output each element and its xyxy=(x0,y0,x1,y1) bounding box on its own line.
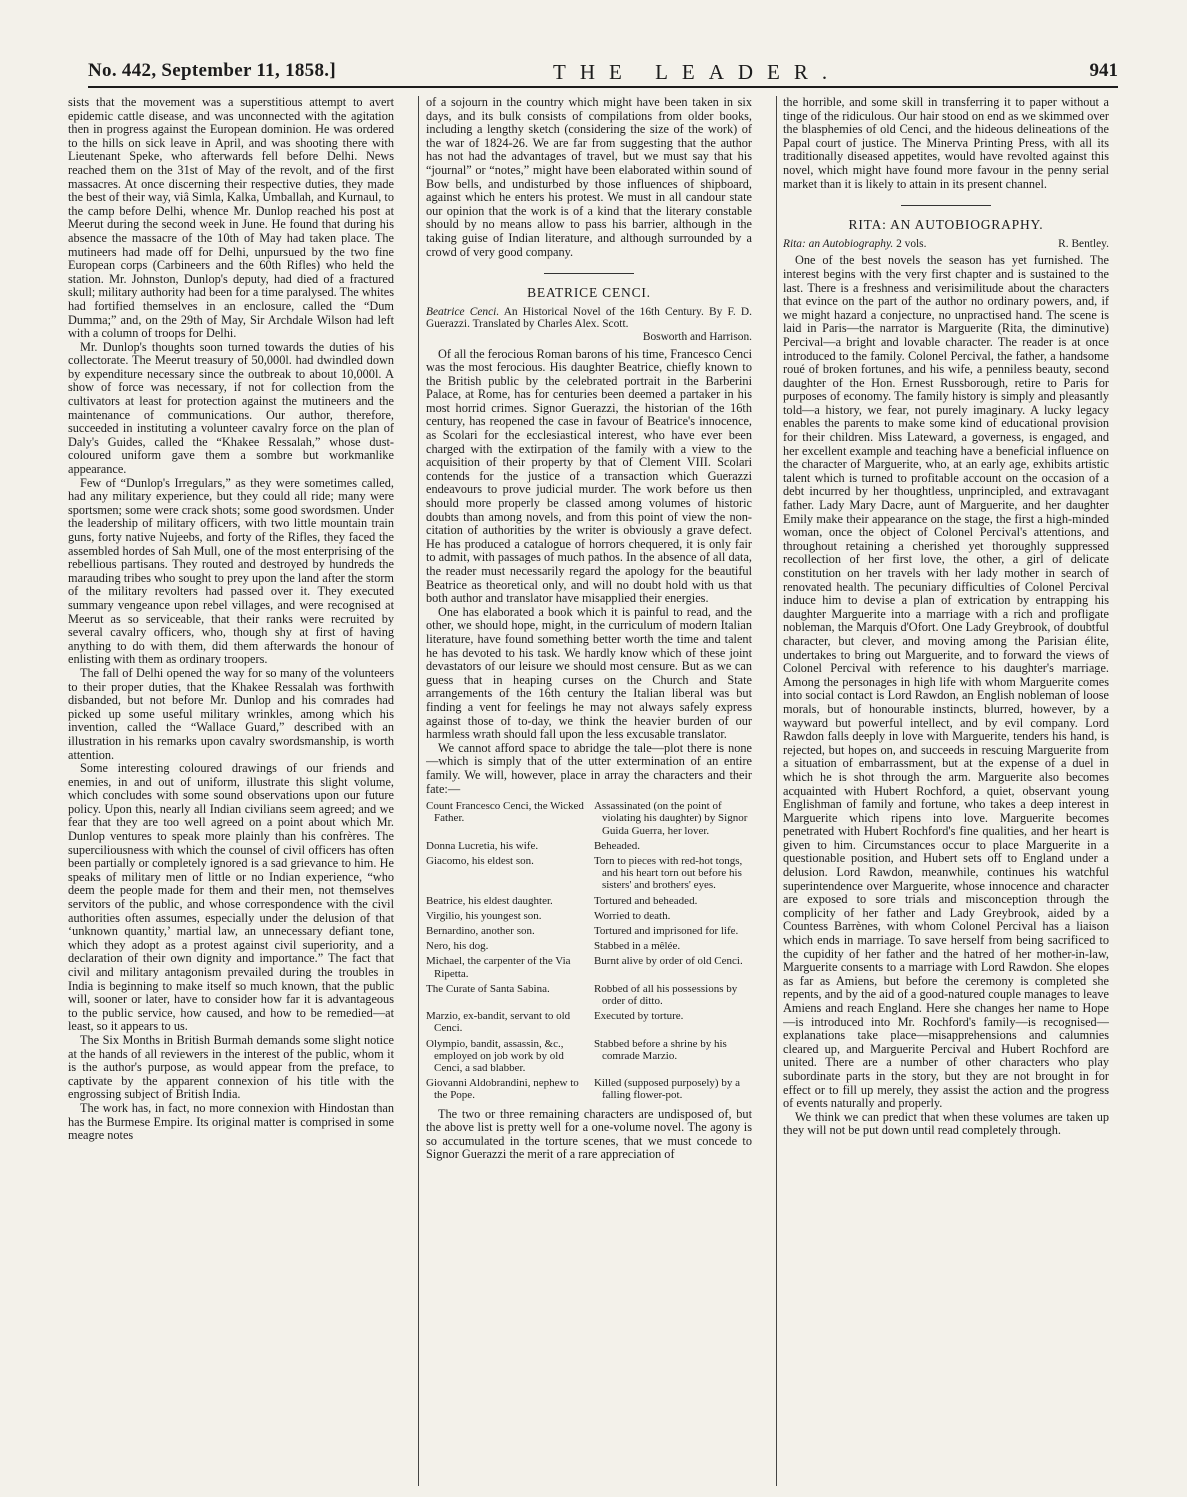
paragraph: We cannot afford space to abridge the tale—plot there is none—which is simply that of the utter extermination of an entire family. We will, however, place in array the characters and their fate:— xyxy=(426,740,752,796)
fate-row xyxy=(426,1010,752,1034)
paragraph: We think we can predict that when these volumes are taken up they will not be put down until read completely through. xyxy=(783,1109,1109,1138)
cite-publisher: R. Bentley. xyxy=(1058,237,1109,250)
column-1 xyxy=(68,96,394,1490)
fate-character: The Curate of Santa Sabina. xyxy=(426,982,550,995)
paragraph: The Six Months in British Burmah demands some slight notice at the hands of all reviewers in the interest of the public, whom it is the author's purpose, as would appear from the preface, to captivate by the apparent connexion of his title with the engrossing subject of British India. xyxy=(68,1032,394,1102)
fate-outcome: Tortured and beheaded. xyxy=(593,894,698,907)
review-title: BEATRICE CENCI. xyxy=(527,285,651,301)
paragraph: of a sojourn in the country which might have been taken in six days, and its bulk consists of compilations from older books, including a lengthy sketch (considering the size of the work) of the war of 1824-26. We are far from suggesting that the author has not had the advantages of travel, but we must say that his “journal” or “notes,” might have been elaborated within sound of Bow bells, and undisturbed by those influences of shipboard, against which he enters his protest. We must in all candour state our opinion that the work is of a kind that the literary constable should by no means allow to pass his barrier, although in the taking guise of Indian literature, and although surrounded by a crowd of very good company. xyxy=(426,96,752,259)
section-divider xyxy=(901,205,991,206)
fate-character: Bernardino, another son. xyxy=(426,924,535,937)
fate-outcome: Stabbed in a mêlée. xyxy=(593,940,681,953)
fate-outcome: Worried to death. xyxy=(593,909,671,922)
fate-outcome: Burnt alive by order of old Cenci. xyxy=(593,955,743,968)
paragraph: One of the best novels the season has yet furnished. The interest begins with the very first chapter and is sustained to the last. There is a freshness and verisimilitude about the characters that evince on the part of the author no ordinary powers, and, if we might hazard a conjecture, no unpractised hand. The scene is laid in Paris—the narrator is Marguerite (Rita, the diminutive) Percival—a bright and lovable character. The reader is at once introduced to the family. Colonel Percival, the father, a handsome roué of broken fortunes, and his wife, a penniless beauty, second daughter of the Hon. Ernest Russborough, retire to Paris for purposes of economy. The family history is simply and pleasantly told—a history, we fear, not purely imaginary. A lucky legacy enables the parents to make some kind of educational provision for their children. Miss Lateward, a governess, is engaged, and her excellent example and teaching have a beneficial influence on the character of Marguerite, who, at an early age, exhibits artistic talent which is turned to profitable account on the occasion of a debt incurred by her thoughtless, unprincipled, and extravagant father. Lady Mary Dacre, aunt of Marguerite, and her daughter Emily make their appearance on the stage, the first a high-minded woman, once the object of Colonel Percival's attentions, and throughout retaining a cherished yet thoroughly suppressed recollection of her first love, the other, a girl of delicate constitution on her travels with her lady mother in search of renovated health. The pecuniary difficulties of Colonel Percival induce him to devise a plan of extrication by entrapping his daughter Marguerite into a marriage with a rich and profligate nobleman, the Marquis d'Ofort. One Lady Greybrook, of doubtful character, but clever, and moving among the Parisian élite, undertakes to bring out Marguerite, and to forward the views of Colonel Percival with reference to his daughter's marriage. Among the personages in high life with whom Marguerite comes into social contact is Lord Rawdon, an English nobleman of loose morals, but of honourable instincts, blurred, however, by a wayward but powerful intellect, and by evil company. Lord Rawdon falls deeply in love with Marguerite, tenders his hand, is rejected, but hopes on, and succeeds in rescuing Marguerite from a situation of embarrassment, but at the expense of a duel in which he is shot through the arm. Marguerite also becomes acquainted with Hubert Rochford, a quiet, observant young Englishman of family and fortune, who takes a deep interest in Marguerite which ripens into love. Marguerite becomes penetrated with Hubert Rochford's fine qualities, and her heart is given to him. Circumstances occur to place Marguerite in a questionable position, and Hubert sets off to England under a delusion. Lord Rawdon, meanwhile, continues his watchful superintendence over Marguerite, whose innocence and character are exposed to sore trials and misconception through the complicity of her father and Lady Greybrook, aided by a Countess Barrènes, with whom Colonel Percival has a liaison which ends in marriage. To save herself from being sacrificed to the cupidity of her father and the hatred of her mother-in-law, Marguerite consents to a marriage with Lord Rawdon. She elopes as far as Amiens, but before the ceremony is completed she repents, and by the aid of a good-natured couple manages to leave Amiens and reach England. Here she changes her name to Hope—is introduced into Mr. Rochford's family—is recognised—explanations take place—misapprehensions and calumnies cleared up, and Marguerite Percival and Hubert Rochford are united. There are a number of other characters who play subordinate parts in the story, but they are not brought in for effect or to fill up merely, they assist the action and the progress of events naturally and properly. xyxy=(783,253,1109,1111)
fate-outcome: Beheaded. xyxy=(593,839,641,852)
column-3 xyxy=(783,96,1109,1490)
issue-info: No. 442, September 11, 1858.] xyxy=(88,60,336,81)
fate-row xyxy=(426,840,752,852)
fate-outcome: Killed (supposed purposely) by a falling flower-pot. xyxy=(593,1077,740,1102)
fate-character: Marzio, ex-bandit, servant to old Cenci. xyxy=(426,1010,571,1035)
paragraph: Few of “Dunlop's Irregulars,” as they were sometimes called, had any military experience, but they could all ride; many were sportsmen; some were crack shots; some good swordsmen. Under the leadership of military officers, with two little mountain train guns, forty native Nujeebs, and forty of the Rifles, they faced the assembled hordes of Sah Mull, one of the most enterprising of the rebellious partisans. They routed and destroyed by hundreds the marauding tribes who sought to prey upon the land after the storm of the military revolters had passed over it. They executed summary vengeance upon rebel villages, and were recognised at Meerut as so serviceable, that their ranks were recruited by several cavalry officers, who, though shy at first of having anything to do with them, did them afterwards the honour of enlisting with them as ordinary troopers. xyxy=(68,475,394,667)
fate-row xyxy=(426,925,752,937)
paragraph: The two or three remaining characters are undisposed of, but the above list is pretty well for a one-volume novel. The agony is so accumulated in the torture scenes, that we must concede to Signor Guerazzi the merit of a rare appreciation of xyxy=(426,1106,752,1162)
fate-row xyxy=(426,910,752,922)
fate-row xyxy=(426,800,752,837)
fate-character: Giovanni Aldobrandini, nephew to the Pope. xyxy=(426,1077,579,1102)
fate-outcome: Torn to pieces with red-hot tongs, and his heart torn out before his sisters' and brothers' eyes. xyxy=(593,854,743,892)
fate-character: Count Francesco Cenci, the Wicked Father. xyxy=(426,800,584,825)
column-divider xyxy=(418,96,419,1486)
review-title: RITA: AN AUTOBIOGRAPHY. xyxy=(848,217,1044,233)
cite-publisher: Bosworth and Harrison. xyxy=(642,330,752,343)
fate-row xyxy=(426,1077,752,1101)
paragraph: sists that the movement was a superstitious attempt to avert epidemic cattle disease, and was unconnected with the agitation then in progress against the European dominion. He was ordered to the hills on sick leave in April, and was shooting there with Lieutenant Speke, who afterwards fell before Delhi. News reached them on the 31st of May of the revolt, and of the first massacres. At once discerning their respective duties, they made the best of their way, viâ Simla, Kalka, Umballah, and Kurnaul, to the camp before Delhi, whence Mr. Dunlop reached his post at Meerut during the second week in June. He found that during his absence the massacre of the 10th of May had taken place. The mutineers had made off for Delhi, unpursued by the two fine European corps (Carbineers and the 60th Rifles) who held the station. Mr. Johnston, Dunlop's deputy, had died of a fractured skull; military authority had been for a time paralysed. The whites had fortified themselves in an enclosure, called the “Dum Dumma;” and, on the 29th of May, Sir Archdale Wilson had left with a column of troops for Delhi. xyxy=(68,96,394,341)
paragraph: The fall of Delhi opened the way for so many of the volunteers to their proper duties, that the Khakee Ressalah was forthwith disbanded, but not before Mr. Dunlop and his comrades had picked up some useful military wrinkles, among which his invention, called the “Wallace Guard,” described with an illustration in his remarks upon cavalry swordsmanship, is worth attention. xyxy=(68,665,394,762)
fate-row xyxy=(426,855,752,892)
fate-character: Donna Lucretia, his wife. xyxy=(426,839,539,852)
fate-character: Michael, the carpenter of the Via Ripetta. xyxy=(426,955,571,980)
paragraph: Some interesting coloured drawings of our friends and enemies, in and out of uniform, illustrate this slight volume, which concludes with some sound observations upon our future policy. Upon this, nearly all Indian civilians seem agreed; and we fear that they are too well agreed on a point about which Mr. Dunlop ventures to speak more plainly than his confrères. The superciliousness with which the counsel of civil officers has often been partially or completely ignored is a sad grievance to him. He speaks of military men of little or no Indian experience, “who deem the people made for them and their men, not themselves servitors of the public, and whose correspondence with the civil authorities often assumes, especially under the delusion of that ‘unknown quantity,’ martial law, an unnecessary defiant tone, which they adopt as a protest against civil superiority, and a declaration of their own dignity and importance.” The fact that civil and military antagonism prevailed during the troubles in India is beginning to make itself so much known, that the public will, sooner or later, have to consider how far it is advantageous to the public service, how caused, and how to be remedied—at least, so it appears to us. xyxy=(68,761,394,1034)
paragraph: One has elaborated a book which it is painful to read, and the other, we should hope, might, in the curriculum of modern Italian literature, have found something better worth the time and talent he has devoted to his task. We hardly know which of these joint devastators of our leisure we should most censure. But as we can guess that in heaping curses on the Church and State arrangements of the 16th century the Italian liberal was but finding a vent for feelings he may not always safely express against those of to-day, we think the heavier burden of our harmless wrath should fall upon the less excusable translator. xyxy=(426,604,752,742)
review-citation xyxy=(783,238,1109,252)
cite-text: An Historical Novel of the 16th Century. By F. D. Guerazzi. Translated by Charles Alex. Scott. xyxy=(426,305,752,331)
paragraph: The work has, in fact, no more connexion with Hindostan than has the Burmese Empire. Its original matter is comprised in some meagre notes xyxy=(68,1100,394,1143)
fate-outcome: Robbed of all his possessions by order of ditto. xyxy=(593,982,738,1007)
column-divider xyxy=(776,96,777,1486)
fate-outcome: Tortured and imprisoned for life. xyxy=(593,924,739,937)
fate-outcome: Stabbed before a shrine by his comrade Marzio. xyxy=(593,1037,727,1062)
fate-row xyxy=(426,940,752,952)
fate-character: Virgilio, his youngest son. xyxy=(426,909,542,922)
masthead-title: THE LEADER. xyxy=(553,60,842,84)
fate-outcome: Executed by torture. xyxy=(593,1010,684,1023)
cite-vols: 2 vols. xyxy=(896,237,927,250)
section-divider xyxy=(544,273,634,274)
fate-row xyxy=(426,895,752,907)
fate-character: Nero, his dog. xyxy=(426,940,489,953)
page-header xyxy=(88,56,1118,88)
cite-title: Beatrice Cenci. xyxy=(426,305,500,318)
column-2 xyxy=(426,96,752,1490)
fate-character: Olympio, bandit, assassin, &c., employed on job work by old Cenci, a sad blabber. xyxy=(426,1037,564,1074)
fates-table xyxy=(426,800,752,1101)
fate-row xyxy=(426,955,752,979)
review-citation xyxy=(426,306,752,344)
paragraph: the horrible, and some skill in transferring it to paper without a tinge of the ridiculous. Our hair stood on end as we skimmed over the blasphemies of old Cenci, and the hideous delineations of the Papal court of justice. The Minerva Printing Press, with all its traditionally diseased appetites, would have revolted against this novel, which might have found more favour in the penny serial market than it is likely to attain in its present channel. xyxy=(783,96,1109,191)
paragraph: Of all the ferocious Roman barons of his time, Francesco Cenci was the most ferocious. His daughter Beatrice, chiefly known to the British public by the celebrated portrait in the Barberini Palace, at Rome, has for centuries been deemed a partaker in his most horrid crimes. Signor Guerazzi, the historian of the 16th century, has reopened the case in favour of Beatrice's innocence, as Scolari for the ecclesiastical interest, who have ever been charged with the extirpation of the family with a view to the acquisition of their property by that of Clement VIII. Scolari contends for the justice of a transaction which Guerazzi endeavours to prove judicial murder. The work before us then should more properly be classed among volumes of historic doubts than among novels, and from this point of view the non-citation of authorities by the writer is obviously a grave defect. He has produced a catalogue of horrors chequered, it is only fair to admit, with passages of much pathos. In the absence of all data, the reader must necessarily regard the apology for the beautiful Beatrice as theoretical only, and will no doubt hold with us that both author and translator have misapplied their energies. xyxy=(426,346,752,606)
cite-title: Rita: an Autobiography. xyxy=(783,237,894,250)
page-number: 941 xyxy=(1089,60,1118,81)
fate-character: Giacomo, his eldest son. xyxy=(426,854,534,867)
fate-outcome: Assassinated (on the point of violating his daughter) by Signor Guida Guerra, her lover. xyxy=(593,800,748,837)
fate-row xyxy=(426,983,752,1007)
fate-row xyxy=(426,1038,752,1075)
fate-character: Beatrice, his eldest daughter. xyxy=(426,894,553,907)
paragraph: Mr. Dunlop's thoughts soon turned towards the duties of his collectorate. The Meerut treasury of 50,000l. had dwindled down by expenditure necessary since the outbreak to about 10,000l. A show of force was necessary, if not for collection from the cultivators at least for protection against the mutineers and the maintenance of communications. Our author, therefore, succeeded in instituting a volunteer cavalry force on the plan of Daly's Guides, called the “Khakee Ressalah,” whose dust-coloured uniform gave them a sombre but workmanlike appearance. xyxy=(68,339,394,477)
